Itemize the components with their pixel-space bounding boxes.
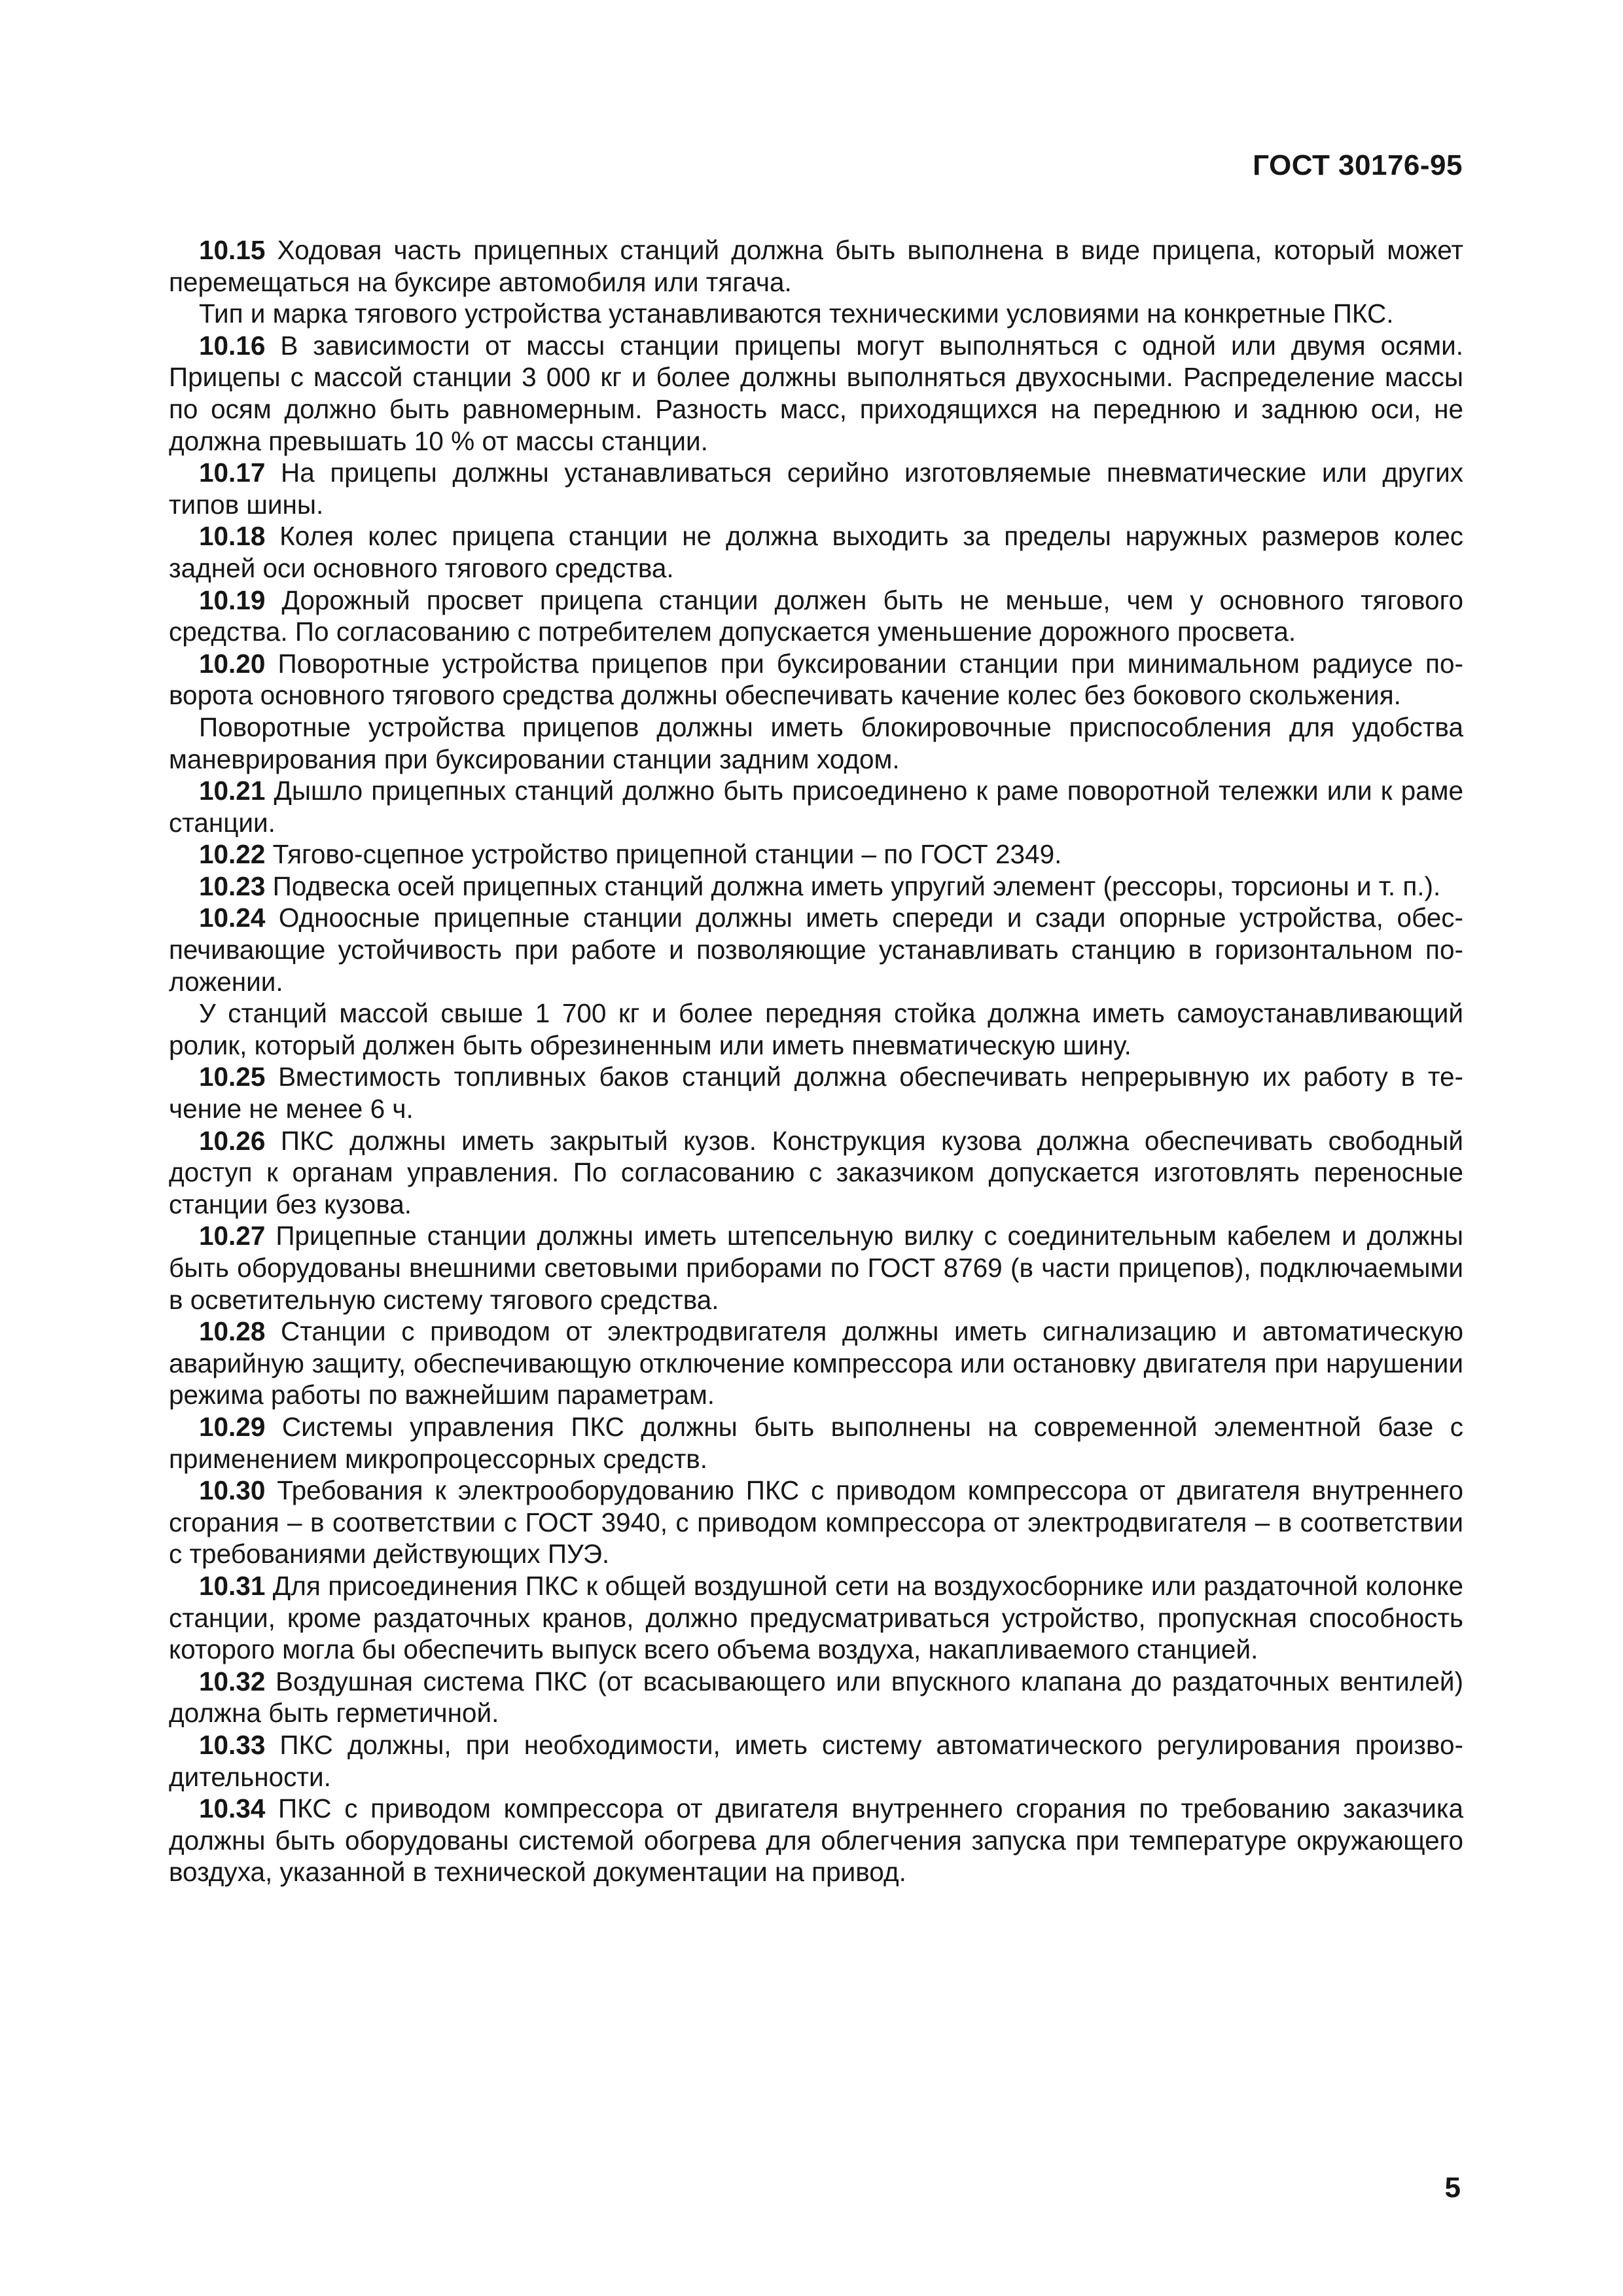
clause-number: 10.21 — [199, 776, 266, 806]
paragraph-text: У станций массой свыше 1 700 кг и более передняя стойка должна иметь самоустанавливающий ролик, который должен быть обрезиненным или иметь пневматическую шину. — [169, 998, 1463, 1060]
paragraph-text: Поворотные устройства прицепов должны иметь блокировочные приспособления для удобства маневрирования при буксировании станции задним ходом. — [169, 711, 1463, 774]
paragraph-10-24-cont — [169, 997, 1463, 1061]
paragraph-10-25 — [169, 1061, 1463, 1124]
clause-number: 10.20 — [199, 648, 266, 679]
paragraph-10-15-cont — [169, 298, 1463, 330]
paragraph-10-33 — [169, 1729, 1463, 1793]
paragraph-text: ПКС с приводом компрессора от двигателя внутреннего сгорания по требованию заказчика должны быть оборудованы системой обогрева для облегчения запуска при температуре окружающего воздуха, указанной в технической документации на привод. — [169, 1793, 1463, 1888]
clause-number: 10.26 — [199, 1125, 266, 1156]
paragraph-text: Требования к электрооборудованию ПКС с приводом компрессора от двигателя внутреннего сгорания – в соответствии с ГОСТ 3940, с приводом компрессора от электродвигателя – в соответствии с требованиями действующих ПУЭ. — [169, 1475, 1463, 1570]
standard-id-header: ГОСТ 30176-95 — [1253, 149, 1463, 181]
clause-number: 10.33 — [199, 1729, 266, 1760]
paragraph-text: ПКС должны иметь закрытый кузов. Конструкция кузова должна обеспечивать свободный доступ к органам управления. По согласованию с заказчиком допускается изготовлять переносные станции без кузова. — [169, 1125, 1463, 1219]
paragraph-text: Тягово-сцепное устройство прицепной станции – по ГОСТ 2349. — [265, 839, 1062, 870]
clause-number: 10.29 — [199, 1411, 266, 1442]
clause-number: 10.30 — [199, 1475, 266, 1506]
paragraph-10-16 — [169, 330, 1463, 457]
paragraph-10-20-cont — [169, 711, 1463, 775]
paragraph-10-18 — [169, 520, 1463, 584]
paragraph-text: Ходовая часть прицепных станций должна быть выполнена в виде прицепа, который может перемещаться на буксире автомобиля или тягача. — [169, 235, 1463, 297]
paragraph-10-29 — [169, 1411, 1463, 1475]
paragraph-text: Для присоединения ПКС к общей воздушной сети на воздухосборнике или раздаточной колонке станции, кроме раздаточных кранов, должно предусматриваться устройство, пропускная способность которого могла бы обеспечить выпуск всего объема воздуха, накапливаемого станцией. — [169, 1570, 1463, 1665]
clause-number: 10.32 — [199, 1666, 266, 1696]
paragraph-text: Дышло прицепных станций должно быть присоединено к раме поворотной тележки или к раме станции. — [169, 776, 1463, 838]
paragraph-text: Поворотные устройства прицепов при буксировании станции при минимальном радиусе поворота основного тягового средства должны обеспечивать качение колес без бокового скольжения. — [169, 648, 1463, 711]
paragraph-10-34 — [169, 1793, 1463, 1888]
paragraph-text: ПКС должны, при необходимости, иметь систему автоматического регулирования производительности. — [169, 1729, 1463, 1792]
paragraph-text: Дорожный просвет прицепа станции должен быть не меньше, чем у основного тягового средства. По согласованию с потребителем допускается уменьшение дорожного просвета. — [169, 584, 1463, 647]
clause-number: 10.24 — [199, 903, 266, 933]
paragraph-10-28 — [169, 1316, 1463, 1411]
clause-number: 10.31 — [199, 1570, 266, 1601]
paragraph-text: В зависимости от массы станции прицепы могут выполняться с одной или двумя осями. Прицепы с массой станции 3 000 кг и более должны выполняться двухосными. Распределение массы по осям должно быть равномерным. Разность масс, приходящихся на переднюю и заднюю оси, не должна превышать 10 % от массы станции. — [169, 330, 1463, 456]
document-body — [169, 234, 1463, 1888]
paragraph-10-32 — [169, 1666, 1463, 1729]
paragraph-10-24 — [169, 902, 1463, 997]
clause-number: 10.19 — [199, 584, 266, 615]
paragraph-10-21 — [169, 775, 1463, 838]
clause-number: 10.34 — [199, 1793, 266, 1824]
clause-number: 10.15 — [199, 235, 266, 265]
paragraph-text: На прицепы должны устанавливаться серийно изготовляемые пневматические или других типов шины. — [169, 457, 1463, 520]
paragraph-text: Прицепные станции должны иметь штепсельную вилку с соединительным кабелем и должны быть оборудованы внешними световыми приборами по ГОСТ 8769 (в части прицепов), подключаемыми в осветительную систему тягового средства. — [169, 1221, 1463, 1315]
paragraph-text: Станции с приводом от электродвигателя должны иметь сигнализацию и автоматическую аварийную защиту, обеспечивающую отключение компрессора или остановку двигателя при нарушении режима работы по важнейшим параметрам. — [169, 1316, 1463, 1410]
paragraph-10-15 — [169, 234, 1463, 298]
paragraph-text: Тип и марка тягового устройства устанавливаются техническими условиями на конкретные ПКС. — [199, 298, 1394, 329]
paragraph-10-27 — [169, 1220, 1463, 1316]
paragraph-10-17 — [169, 457, 1463, 520]
paragraph-10-30 — [169, 1475, 1463, 1570]
paragraph-10-19 — [169, 584, 1463, 648]
clause-number: 10.25 — [199, 1062, 266, 1092]
clause-number: 10.16 — [199, 330, 266, 361]
paragraph-text: Вместимость топливных баков станций должна обеспечивать непрерывную их работу в течение не менее 6 ч. — [169, 1062, 1463, 1124]
paragraph-text: Системы управления ПКС должны быть выполнены на современной элементной базе с применением микропроцессорных средств. — [169, 1411, 1463, 1474]
clause-number: 10.28 — [199, 1316, 266, 1347]
paragraph-text: Воздушная система ПКС (от всасывающего или впускного клапана до раздаточных вентилей) должна быть герметичной. — [169, 1666, 1463, 1729]
paragraph-text: Подвеска осей прицепных станций должна иметь упругий элемент (рессоры, торсионы и т. п.). — [265, 870, 1441, 901]
clause-number: 10.18 — [199, 521, 266, 552]
page-number: 5 — [1444, 2172, 1461, 2204]
paragraph-10-22 — [169, 838, 1463, 870]
paragraph-10-31 — [169, 1570, 1463, 1666]
clause-number: 10.17 — [199, 457, 266, 488]
clause-number: 10.23 — [199, 870, 266, 901]
paragraph-10-23 — [169, 870, 1463, 903]
paragraph-text: Колея колес прицепа станции не должна выходить за пределы наружных размеров колес задней оси основного тягового средства. — [169, 521, 1463, 583]
clause-number: 10.27 — [199, 1221, 266, 1251]
paragraph-10-26 — [169, 1125, 1463, 1221]
paragraph-text: Одноосные прицепные станции должны иметь спереди и сзади опорные устройства, обеспечивающие устойчивость при работе и позволяющие устанавливать станцию в горизонтальном положении. — [169, 903, 1463, 997]
clause-number: 10.22 — [199, 839, 266, 870]
paragraph-10-20 — [169, 648, 1463, 711]
